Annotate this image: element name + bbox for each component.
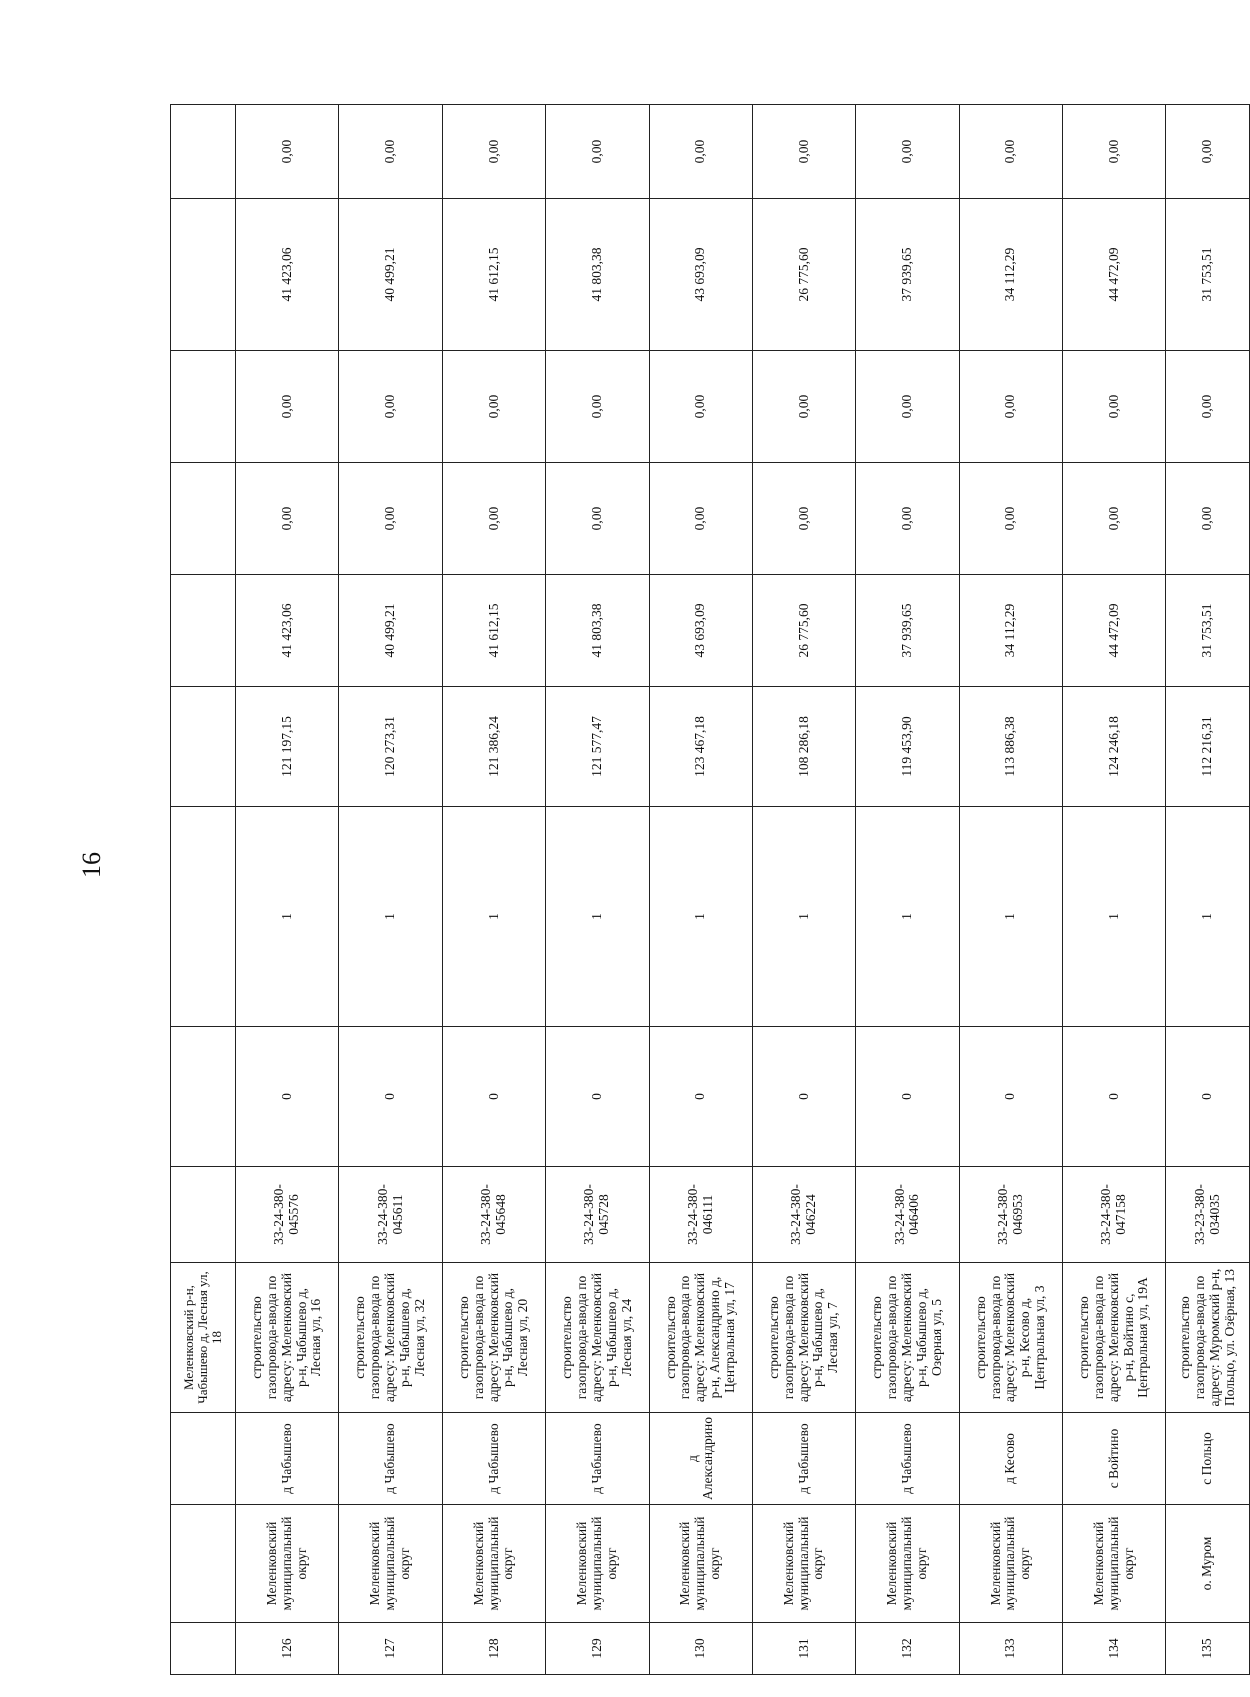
- cell-value-6: 0,00: [856, 351, 959, 463]
- cell-value-4: 43 693,09: [649, 575, 752, 687]
- cell-value-3: 120 273,31: [339, 687, 442, 807]
- cell-object: строительство газопровода-ввода по адресу: Меленковский р-н, Чабышево д, Озерная ул, 5: [856, 1263, 959, 1413]
- cell-value-4: 37 939,65: [856, 575, 959, 687]
- table-row: [1166, 105, 1250, 1675]
- cell-value-1: 0: [1063, 1027, 1166, 1167]
- cell-object: строительство газопровода-ввода по адресу: Меленковский р-н, Александрино д, Центральная ул, 17: [649, 1263, 752, 1413]
- cell-municipality: Меленковский муниципальный округ: [649, 1505, 752, 1623]
- cell-locality: с Войтино: [1063, 1413, 1166, 1505]
- cell-value-1: 0: [546, 1027, 649, 1167]
- cell-locality: д Чабышево: [236, 1413, 339, 1505]
- cell-cadastral-code: 33-24-380-047158: [1063, 1167, 1166, 1263]
- cell-value-1: 0: [442, 1027, 545, 1167]
- cell-value-6: 0,00: [442, 351, 545, 463]
- cell-value-3: 119 453,90: [856, 687, 959, 807]
- table-container: [170, 105, 1250, 1675]
- cell-cadastral-code: 33-24-380-046953: [959, 1167, 1062, 1263]
- cell-value-2: 1: [1166, 807, 1250, 1027]
- cell-value-1: 0: [649, 1027, 752, 1167]
- cell-object: Меленковский р-н, Чабышево д, Лесная ул, 18: [171, 1263, 236, 1413]
- cell-value-4: 41 612,15: [442, 575, 545, 687]
- cell-value-3: 108 286,18: [752, 687, 855, 807]
- cell-value-5: 0,00: [339, 463, 442, 575]
- table-row: [236, 105, 339, 1675]
- cell-value-7: 43 693,09: [649, 199, 752, 351]
- cell-value-8: 0,00: [236, 105, 339, 199]
- cell-value-7: 41 423,06: [236, 199, 339, 351]
- cell-value-8: 0,00: [752, 105, 855, 199]
- cell-value-7: 40 499,21: [339, 199, 442, 351]
- cell-municipality: Меленковский муниципальный округ: [236, 1505, 339, 1623]
- cell-locality: д Чабышево: [339, 1413, 442, 1505]
- cell-object: строительство газопровода-ввода по адресу: Меленковский р-н, Чабышево д, Лесная ул, 16: [236, 1263, 339, 1413]
- cell-value-5: 0,00: [546, 463, 649, 575]
- cell-locality: д Чабышево: [752, 1413, 855, 1505]
- cell-value-5: 0,00: [1166, 463, 1250, 575]
- cell-object: строительство газопровода-ввода по адресу: Меленковский р-н, Кесово д, Центральная ул, 3: [959, 1263, 1062, 1413]
- cell-value-5: 0,00: [752, 463, 855, 575]
- data-table: [170, 104, 1250, 1675]
- cell-cadastral-code: 33-23-380-034035: [1166, 1167, 1250, 1263]
- cell-value-2: 1: [339, 807, 442, 1027]
- table-row: [339, 105, 442, 1675]
- cell-cadastral-code: 33-24-380-045648: [442, 1167, 545, 1263]
- cell-locality: д Чабышево: [442, 1413, 545, 1505]
- cell-number: 135: [1166, 1623, 1250, 1675]
- cell-value-1: 0: [339, 1027, 442, 1167]
- cell-value-6: 0,00: [649, 351, 752, 463]
- table-row: [442, 105, 545, 1675]
- table-row: [959, 105, 1062, 1675]
- cell-municipality: о. Муром: [1166, 1505, 1250, 1623]
- cell-value-8: 0,00: [1166, 105, 1250, 199]
- cell-value-1: 0: [752, 1027, 855, 1167]
- cell-value-6: 0,00: [752, 351, 855, 463]
- cell-number: 133: [959, 1623, 1062, 1675]
- cell-value-1: 0: [236, 1027, 339, 1167]
- cell-value-2: 1: [752, 807, 855, 1027]
- cell-value-7: 41 612,15: [442, 199, 545, 351]
- cell-cadastral-code: 33-24-380-046111: [649, 1167, 752, 1263]
- cell-number: 127: [339, 1623, 442, 1675]
- cell-object: строительство газопровода-ввода по адресу: Меленковский р-н, Чабышево д, Лесная ул, 20: [442, 1263, 545, 1413]
- cell-value-8: 0,00: [649, 105, 752, 199]
- cell-number: 129: [546, 1623, 649, 1675]
- cell-value-4: 41 803,38: [546, 575, 649, 687]
- cell-municipality: Меленковский муниципальный округ: [339, 1505, 442, 1623]
- page-number: 16: [77, 852, 106, 878]
- cell-cadastral-code: 33-24-380-046224: [752, 1167, 855, 1263]
- cell-value-4: 34 112,29: [959, 575, 1062, 687]
- cell-value-6: 0,00: [236, 351, 339, 463]
- cell-value-8: 0,00: [856, 105, 959, 199]
- cell-cadastral-code: 33-24-380-045728: [546, 1167, 649, 1263]
- cell-value-6: 0,00: [546, 351, 649, 463]
- table-row-continuation: [171, 105, 236, 1675]
- table-row: [1063, 105, 1166, 1675]
- cell-locality: д Чабышево: [546, 1413, 649, 1505]
- cell-value-4: 31 753,51: [1166, 575, 1250, 687]
- cell-number: 128: [442, 1623, 545, 1675]
- cell-value-3: 124 246,18: [1063, 687, 1166, 807]
- cell-value-8: 0,00: [339, 105, 442, 199]
- cell-municipality: Меленковский муниципальный округ: [1063, 1505, 1166, 1623]
- cell-municipality: Меленковский муниципальный округ: [959, 1505, 1062, 1623]
- cell-number: 132: [856, 1623, 959, 1675]
- cell-value-8: 0,00: [1063, 105, 1166, 199]
- cell-object: строительство газопровода-ввода по адресу: Меленковский р-н, Чабышево д, Лесная ул, 7: [752, 1263, 855, 1413]
- cell-value-1: 0: [856, 1027, 959, 1167]
- cell-value-3: 113 886,38: [959, 687, 1062, 807]
- table-row: [752, 105, 855, 1675]
- cell-value-7: 34 112,29: [959, 199, 1062, 351]
- table-row: [649, 105, 752, 1675]
- cell-value-5: 0,00: [959, 463, 1062, 575]
- cell-value-8: 0,00: [442, 105, 545, 199]
- cell-locality: д Александрино: [649, 1413, 752, 1505]
- cell-number: 130: [649, 1623, 752, 1675]
- cell-value-4: 41 423,06: [236, 575, 339, 687]
- cell-locality: с Польцо: [1166, 1413, 1250, 1505]
- cell-value-7: 44 472,09: [1063, 199, 1166, 351]
- table-row: [546, 105, 649, 1675]
- cell-cadastral-code: 33-24-380-046406: [856, 1167, 959, 1263]
- cell-number: 134: [1063, 1623, 1166, 1675]
- cell-value-4: 40 499,21: [339, 575, 442, 687]
- cell-object: строительство газопровода-ввода по адресу: Меленковский р-н, Войтино с, Центральная ул, 19А: [1063, 1263, 1166, 1413]
- cell-value-3: 123 467,18: [649, 687, 752, 807]
- cell-municipality: Меленковский муниципальный округ: [546, 1505, 649, 1623]
- cell-value-2: 1: [236, 807, 339, 1027]
- cell-cadastral-code: 33-24-380-045611: [339, 1167, 442, 1263]
- cell-value-2: 1: [1063, 807, 1166, 1027]
- cell-value-5: 0,00: [649, 463, 752, 575]
- cell-value-5: 0,00: [1063, 463, 1166, 575]
- cell-municipality: Меленковский муниципальный округ: [856, 1505, 959, 1623]
- cell-value-6: 0,00: [1063, 351, 1166, 463]
- cell-value-7: 41 803,38: [546, 199, 649, 351]
- cell-cadastral-code: 33-24-380-045576: [236, 1167, 339, 1263]
- cell-locality: д Кесово: [959, 1413, 1062, 1505]
- cell-value-3: 121 577,47: [546, 687, 649, 807]
- cell-value-2: 1: [546, 807, 649, 1027]
- cell-value-6: 0,00: [1166, 351, 1250, 463]
- cell-municipality: Меленковский муниципальный округ: [442, 1505, 545, 1623]
- cell-number: 131: [752, 1623, 855, 1675]
- cell-value-2: 1: [959, 807, 1062, 1027]
- cell-number: 126: [236, 1623, 339, 1675]
- cell-value-7: 37 939,65: [856, 199, 959, 351]
- cell-value-3: 121 386,24: [442, 687, 545, 807]
- cell-value-8: 0,00: [546, 105, 649, 199]
- cell-value-5: 0,00: [442, 463, 545, 575]
- cell-value-2: 1: [856, 807, 959, 1027]
- cell-value-1: 0: [959, 1027, 1062, 1167]
- cell-value-6: 0,00: [959, 351, 1062, 463]
- cell-value-3: 112 216,31: [1166, 687, 1250, 807]
- cell-value-4: 26 775,60: [752, 575, 855, 687]
- cell-value-7: 26 775,60: [752, 199, 855, 351]
- cell-value-3: 121 197,15: [236, 687, 339, 807]
- cell-object: строительство газопровода-ввода по адресу: Меленковский р-н, Чабышево д, Лесная ул, 32: [339, 1263, 442, 1413]
- cell-value-8: 0,00: [959, 105, 1062, 199]
- cell-value-5: 0,00: [236, 463, 339, 575]
- cell-value-7: 31 753,51: [1166, 199, 1250, 351]
- cell-value-2: 1: [649, 807, 752, 1027]
- cell-value-2: 1: [442, 807, 545, 1027]
- cell-value-6: 0,00: [339, 351, 442, 463]
- cell-value-5: 0,00: [856, 463, 959, 575]
- cell-value-4: 44 472,09: [1063, 575, 1166, 687]
- cell-municipality: Меленковский муниципальный округ: [752, 1505, 855, 1623]
- cell-object: строительство газопровода-ввода по адресу: Муромский р-н, Польцо, ул. Озёрная, 13: [1166, 1263, 1250, 1413]
- cell-value-1: 0: [1166, 1027, 1250, 1167]
- cell-object: строительство газопровода-ввода по адресу: Меленковский р-н, Чабышево д, Лесная ул, 24: [546, 1263, 649, 1413]
- table-row: [856, 105, 959, 1675]
- cell-locality: д Чабышево: [856, 1413, 959, 1505]
